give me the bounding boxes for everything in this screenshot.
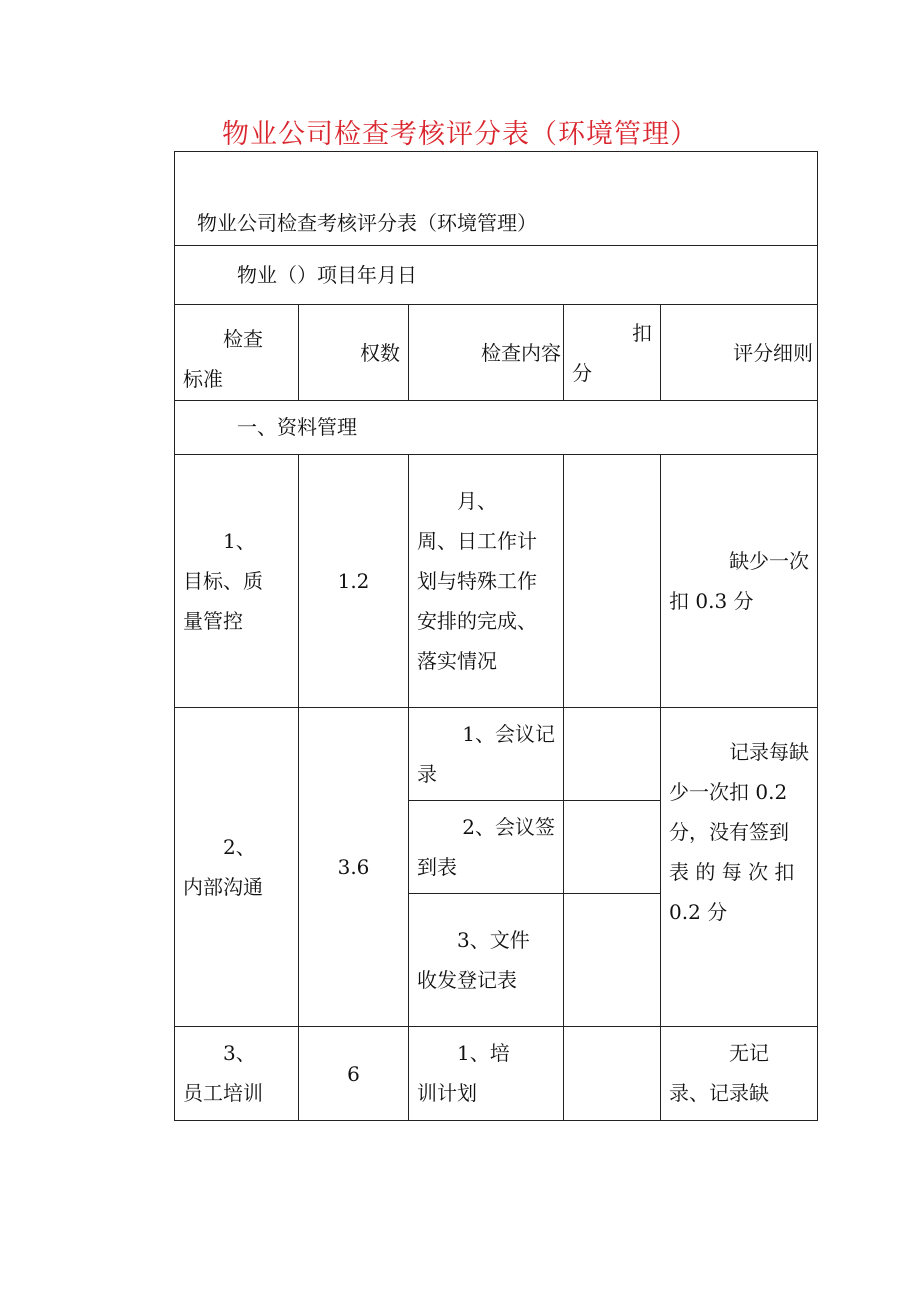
row2-rules-line5: 0.2 分	[669, 900, 728, 924]
row3-rules-line2: 录、记录缺	[669, 1081, 769, 1105]
row1-weight	[299, 455, 409, 708]
row2-sub2-deduct	[564, 801, 661, 894]
row2-standard	[175, 708, 299, 1027]
row2-sub2-content	[409, 801, 564, 894]
row1-standard-line3: 量管控	[183, 609, 243, 633]
row2-sub3-line2: 收发登记表	[417, 968, 517, 992]
row2-sub3-deduct	[564, 894, 661, 1027]
row2-sub2-line1: 2、会议签	[462, 815, 555, 839]
header-deduct-line2: 分	[572, 361, 592, 385]
row2-rules-line4: 表 的 每 次 扣	[669, 860, 795, 884]
row1-standard-line2: 目标、质	[183, 569, 263, 593]
row1-rules-line2: 扣 0.3 分	[669, 589, 754, 613]
row3-weight	[299, 1027, 409, 1121]
row2-sub1-content	[409, 708, 564, 801]
row2-sub1-deduct	[564, 708, 661, 801]
header-weight	[299, 305, 409, 401]
row3-standard-line1: 3、	[223, 1041, 256, 1065]
header-deduct-line1: 扣	[632, 321, 652, 345]
row1-content	[409, 455, 564, 708]
row3-content	[409, 1027, 564, 1121]
row3-rules	[661, 1027, 818, 1121]
row1-deduct	[564, 455, 661, 708]
row2-sub3-content	[409, 894, 564, 1027]
row1-standard	[175, 455, 299, 708]
column-header-row	[175, 305, 818, 401]
row3-standard-line2: 员工培训	[183, 1081, 263, 1105]
row2-rules-line1: 记录每缺	[729, 740, 810, 764]
row2-weight-value: 3.6	[337, 855, 370, 879]
table-heading: 物业公司检查考核评分表（环境管理）	[197, 211, 537, 235]
score-table	[174, 151, 818, 1121]
row2-standard-line2: 内部沟通	[183, 875, 263, 899]
row2-sub1-line1: 1、会议记	[462, 722, 555, 746]
document-title: 物业公司检查考核评分表（环境管理）	[222, 119, 698, 150]
row1-weight-value: 1.2	[337, 569, 370, 593]
header-weight-label: 权数	[360, 340, 400, 365]
row2-rules-line2: 少一次扣 0.2	[669, 780, 788, 804]
row1-rules-line1: 缺少一次	[729, 549, 810, 573]
row1-content-line3: 划与特殊工作	[417, 569, 537, 593]
row1-standard-line1: 1、	[223, 529, 256, 553]
row3-content-line1: 1、培	[457, 1041, 510, 1065]
header-standard-line2: 标准	[183, 367, 223, 391]
row1-content-line2: 周、日工作计	[417, 529, 537, 553]
row3-content-line2: 训计划	[417, 1081, 477, 1105]
header-rules	[661, 305, 818, 401]
row1-content-line1: 月、	[457, 489, 497, 513]
row1-content-line5: 落实情况	[417, 649, 497, 673]
row2-standard-line1: 2、	[223, 835, 256, 859]
row2-weight	[299, 708, 409, 1027]
table-heading-row	[175, 152, 818, 246]
project-meta: 物业（）项目年月日	[237, 263, 417, 287]
header-standard	[175, 305, 299, 401]
header-content	[409, 305, 564, 401]
row2-rules	[661, 708, 818, 1027]
row2-rules-line3: 分，没有签到	[669, 820, 789, 844]
header-content-label: 检查内容	[481, 340, 561, 365]
row3-weight-value: 6	[347, 1061, 360, 1086]
row3-deduct	[564, 1027, 661, 1121]
section-title: 一、资料管理	[237, 415, 357, 439]
section-row	[175, 401, 818, 455]
row2-sub2-line2: 到表	[417, 855, 457, 879]
row3-standard	[175, 1027, 299, 1121]
row3-rules-line1: 无记	[729, 1041, 769, 1065]
table-row	[175, 708, 818, 801]
row1-rules	[661, 455, 818, 708]
row2-sub3-line1: 3、文件	[457, 928, 530, 952]
row2-sub1-line2: 录	[417, 762, 437, 786]
table-row	[175, 455, 818, 708]
header-rules-label: 评分细则	[733, 340, 814, 365]
header-standard-line1: 检查	[223, 327, 263, 351]
table-row	[175, 1027, 818, 1121]
row1-content-line4: 安排的完成、	[417, 609, 537, 633]
header-deduct	[564, 305, 661, 401]
project-meta-row	[175, 246, 818, 305]
